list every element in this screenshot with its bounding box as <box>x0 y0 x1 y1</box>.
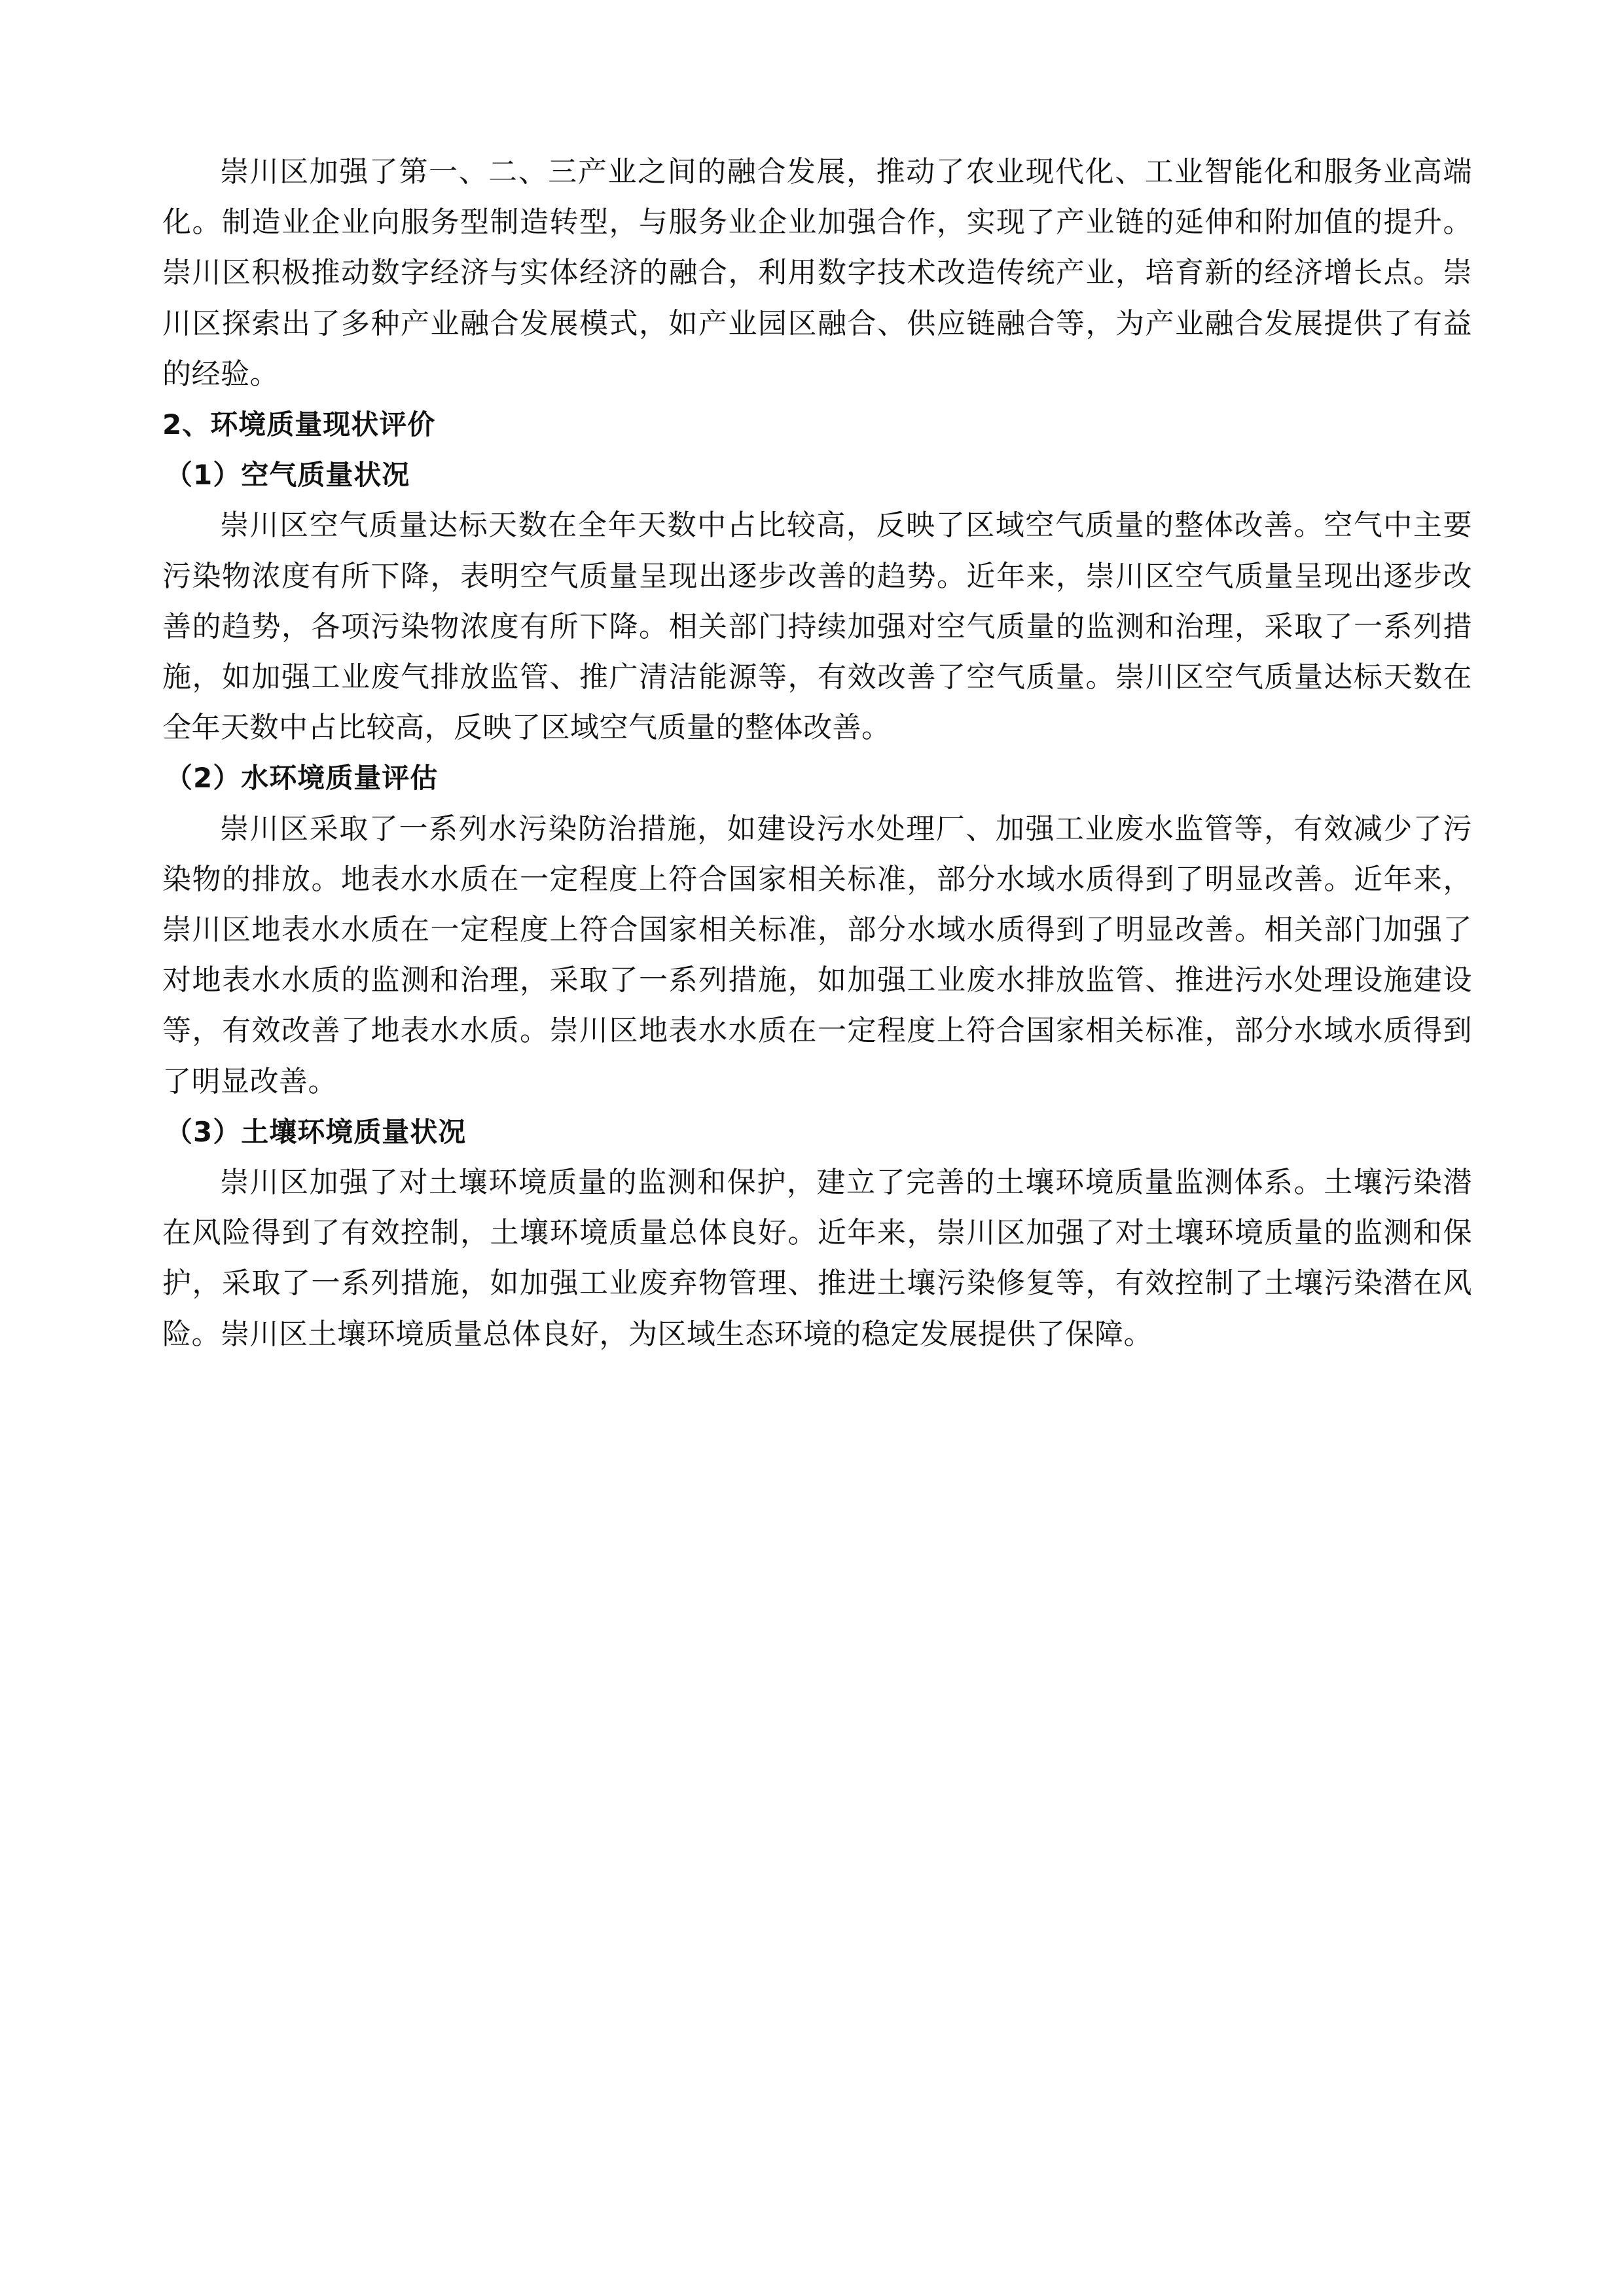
section-title: 2、环境质量现状评价 <box>162 408 436 441</box>
document-body <box>162 0 1472 1359</box>
subsection-title-air: （1）空气质量状况 <box>165 459 410 492</box>
subsection-title-water: （2）水环境质量评估 <box>165 762 439 795</box>
paragraph-air-quality: 崇川区空气质量达标天数在全年天数中占比较高，反映了区域空气质量的整体改善。空气中主要污染物浓度有所下降，表明空气质量呈现出逐步改善的趋势。近年来，崇川区空气质量呈现出逐步改善的趋势，各项污染物浓度有所下降。相关部门持续加强对空气质量的监测和治理，采取了一系列措施，如加强工业废气排放监管、推广清洁能源等，有效改善了空气质量。崇川区空气质量达标天数在全年天数中占比较高，反映了区域空气质量的整体改善。 <box>162 509 1472 745</box>
subsection-title-soil: （3）土壤环境质量状况 <box>165 1115 467 1148</box>
paragraph-soil-quality: 崇川区加强了对土壤环境质量的监测和保护，建立了完善的土壤环境质量监测体系。土壤污染潜在风险得到了有效控制，土壤环境质量总体良好。近年来，崇川区加强了对土壤环境质量的监测和保护，采取了一系列措施，如加强工业废弃物管理、推进土壤污染修复等，有效控制了土壤污染潜在风险。崇川区土壤环境质量总体良好，为区域生态环境的稳定发展提供了保障。 <box>162 1166 1472 1351</box>
paragraph-water-quality: 崇川区采取了一系列水污染防治措施，如建设污水处理厂、加强工业废水监管等，有效减少了污染物的排放。地表水水质在一定程度上符合国家相关标准，部分水域水质得到了明显改善。近年来，崇川区地表水水质在一定程度上符合国家相关标准，部分水域水质得到了明显改善。相关部门加强了对地表水水质的监测和治理，采取了一系列措施，如加强工业废水排放监管、推进污水处理设施建设等，有效改善了地表水水质。崇川区地表水水质在一定程度上符合国家相关标准，部分水域水质得到了明显改善。 <box>162 812 1472 1098</box>
document-page <box>162 0 1472 2296</box>
intro-paragraph: 崇川区加强了第一、二、三产业之间的融合发展，推动了农业现代化、工业智能化和服务业高端化。制造业企业向服务型制造转型，与服务业企业加强合作，实现了产业链的延伸和附加值的提升。崇川区积极推动数字经济与实体经济的融合，利用数字技术改造传统产业，培育新的经济增长点。崇川区探索出了多种产业融合发展模式，如产业园区融合、供应链融合等，为产业融合发展提供了有益的经验。 <box>162 155 1472 391</box>
